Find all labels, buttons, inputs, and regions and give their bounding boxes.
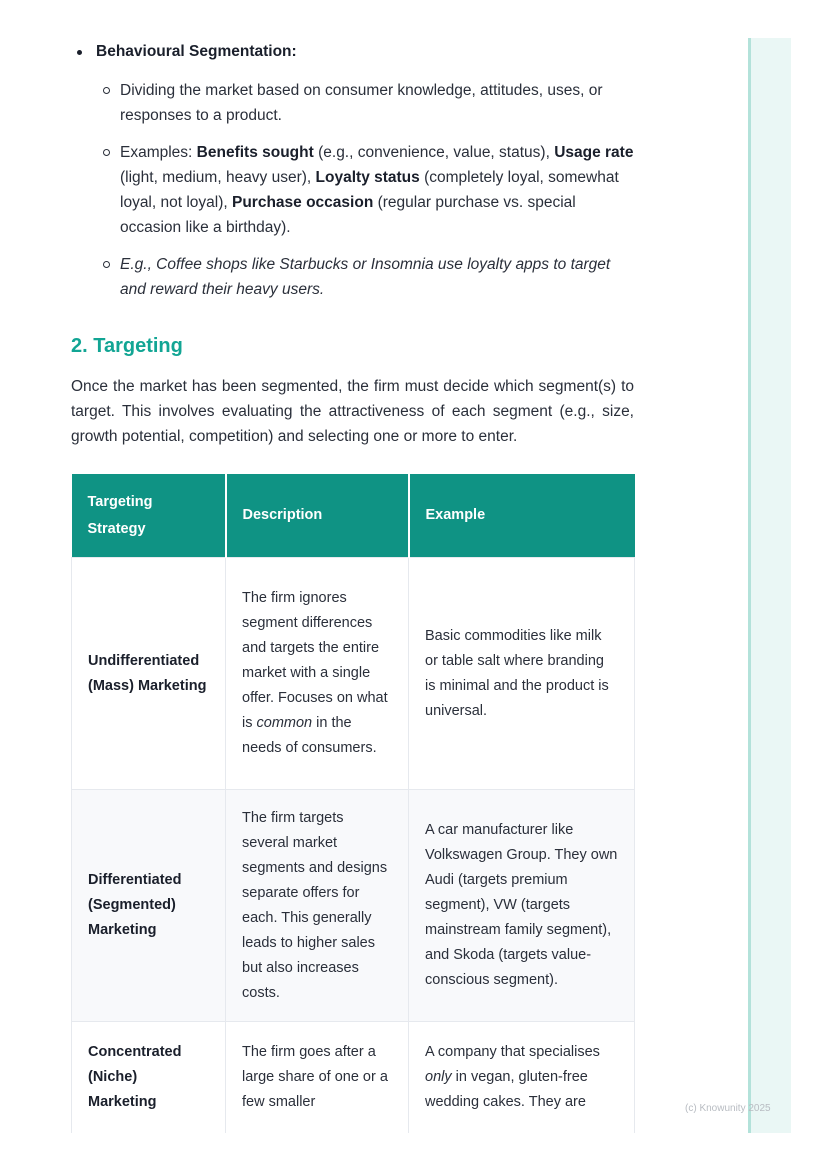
- column-header: Description: [226, 474, 409, 558]
- description-text: The firm targets several market segments and designs separate offers for each. This generally leads to higher sales but also increases costs.: [242, 809, 388, 1001]
- example-text: A company that specialises: [425, 1044, 600, 1060]
- example-text: A car manufacturer like Volkswagen Group. They own Audi (targets premium segment), VW (targets mainstream family segment), and Skoda (targets value-conscious segment).: [425, 822, 618, 988]
- bullet-title: Behavioural Segmentation:: [96, 43, 297, 60]
- sub-bullet-definition: [71, 78, 634, 128]
- table-row: [72, 558, 635, 790]
- bold-term: Benefits sought: [196, 144, 314, 161]
- targeting-table: [71, 474, 635, 1155]
- description-cell: [226, 790, 409, 1022]
- text-run: (completely loyal, somewhat loyal, not loyal),: [120, 169, 619, 211]
- sub-bullet-examples: [71, 140, 634, 240]
- section-heading: 2. Targeting: [71, 335, 183, 357]
- text-run: (regular purchase vs. special occasion like a birthday).: [120, 194, 576, 236]
- description-text: The firm ignores segment differences and targets the entire market with a single offer. Focuses on what is: [242, 590, 388, 731]
- bullet-behavioural-segmentation: [71, 38, 634, 66]
- description-text: The firm goes after a large share of one or a few smaller: [242, 1044, 388, 1110]
- strategy-name: Undifferentiated (Mass) Marketing: [88, 652, 207, 694]
- description-cell: [226, 558, 409, 790]
- bold-term: Purchase occasion: [232, 194, 374, 211]
- sidebar-margin: [748, 38, 791, 1133]
- strategy-cell: [72, 790, 226, 1022]
- copyright-footer: (c) Knowunity 2025: [685, 1103, 771, 1114]
- text-run: Examples:: [120, 144, 197, 161]
- strategy-name: Concentrated (Niche) Marketing: [88, 1044, 182, 1110]
- example-emphasis: only: [425, 1069, 452, 1085]
- table-header-row: [72, 474, 635, 558]
- sub-bullet-example-italic: [71, 252, 634, 302]
- description-emphasis: common: [256, 715, 313, 731]
- document-content: [71, 38, 634, 449]
- strategy-cell: [72, 558, 226, 790]
- example-text: Basic commodities like milk or table salt where branding is minimal and the product is universal.: [425, 627, 609, 719]
- example-text: in vegan, gluten-free wedding cakes. They are: [425, 1069, 588, 1110]
- page-cutoff: [60, 1133, 660, 1173]
- description-text: in the needs of consumers.: [242, 715, 377, 756]
- bold-term: Loyalty status: [315, 169, 420, 186]
- section-intro: Once the market has been segmented, the firm must decide which segment(s) to target. This involves evaluating the attractiveness of each segment (e.g., size, growth potential, competition) and selecting one or more to enter.: [71, 378, 634, 445]
- example-cell: [409, 558, 635, 790]
- bold-term: Usage rate: [554, 144, 634, 161]
- text-run: (e.g., convenience, value, status),: [313, 144, 555, 161]
- example-italic-text: E.g., Coffee shops like Starbucks or Insomnia use loyalty apps to target and reward their heavy users.: [120, 256, 611, 298]
- definition-text: Dividing the market based on consumer knowledge, attitudes, uses, or responses to a product.: [120, 82, 603, 124]
- example-cell: [409, 790, 635, 1022]
- text-run: (light, medium, heavy user),: [120, 169, 316, 186]
- table-row: [72, 790, 635, 1022]
- column-header: Example: [409, 474, 635, 558]
- strategy-name: Differentiated (Segmented) Marketing: [88, 872, 182, 938]
- column-header: Targeting Strategy: [72, 474, 226, 558]
